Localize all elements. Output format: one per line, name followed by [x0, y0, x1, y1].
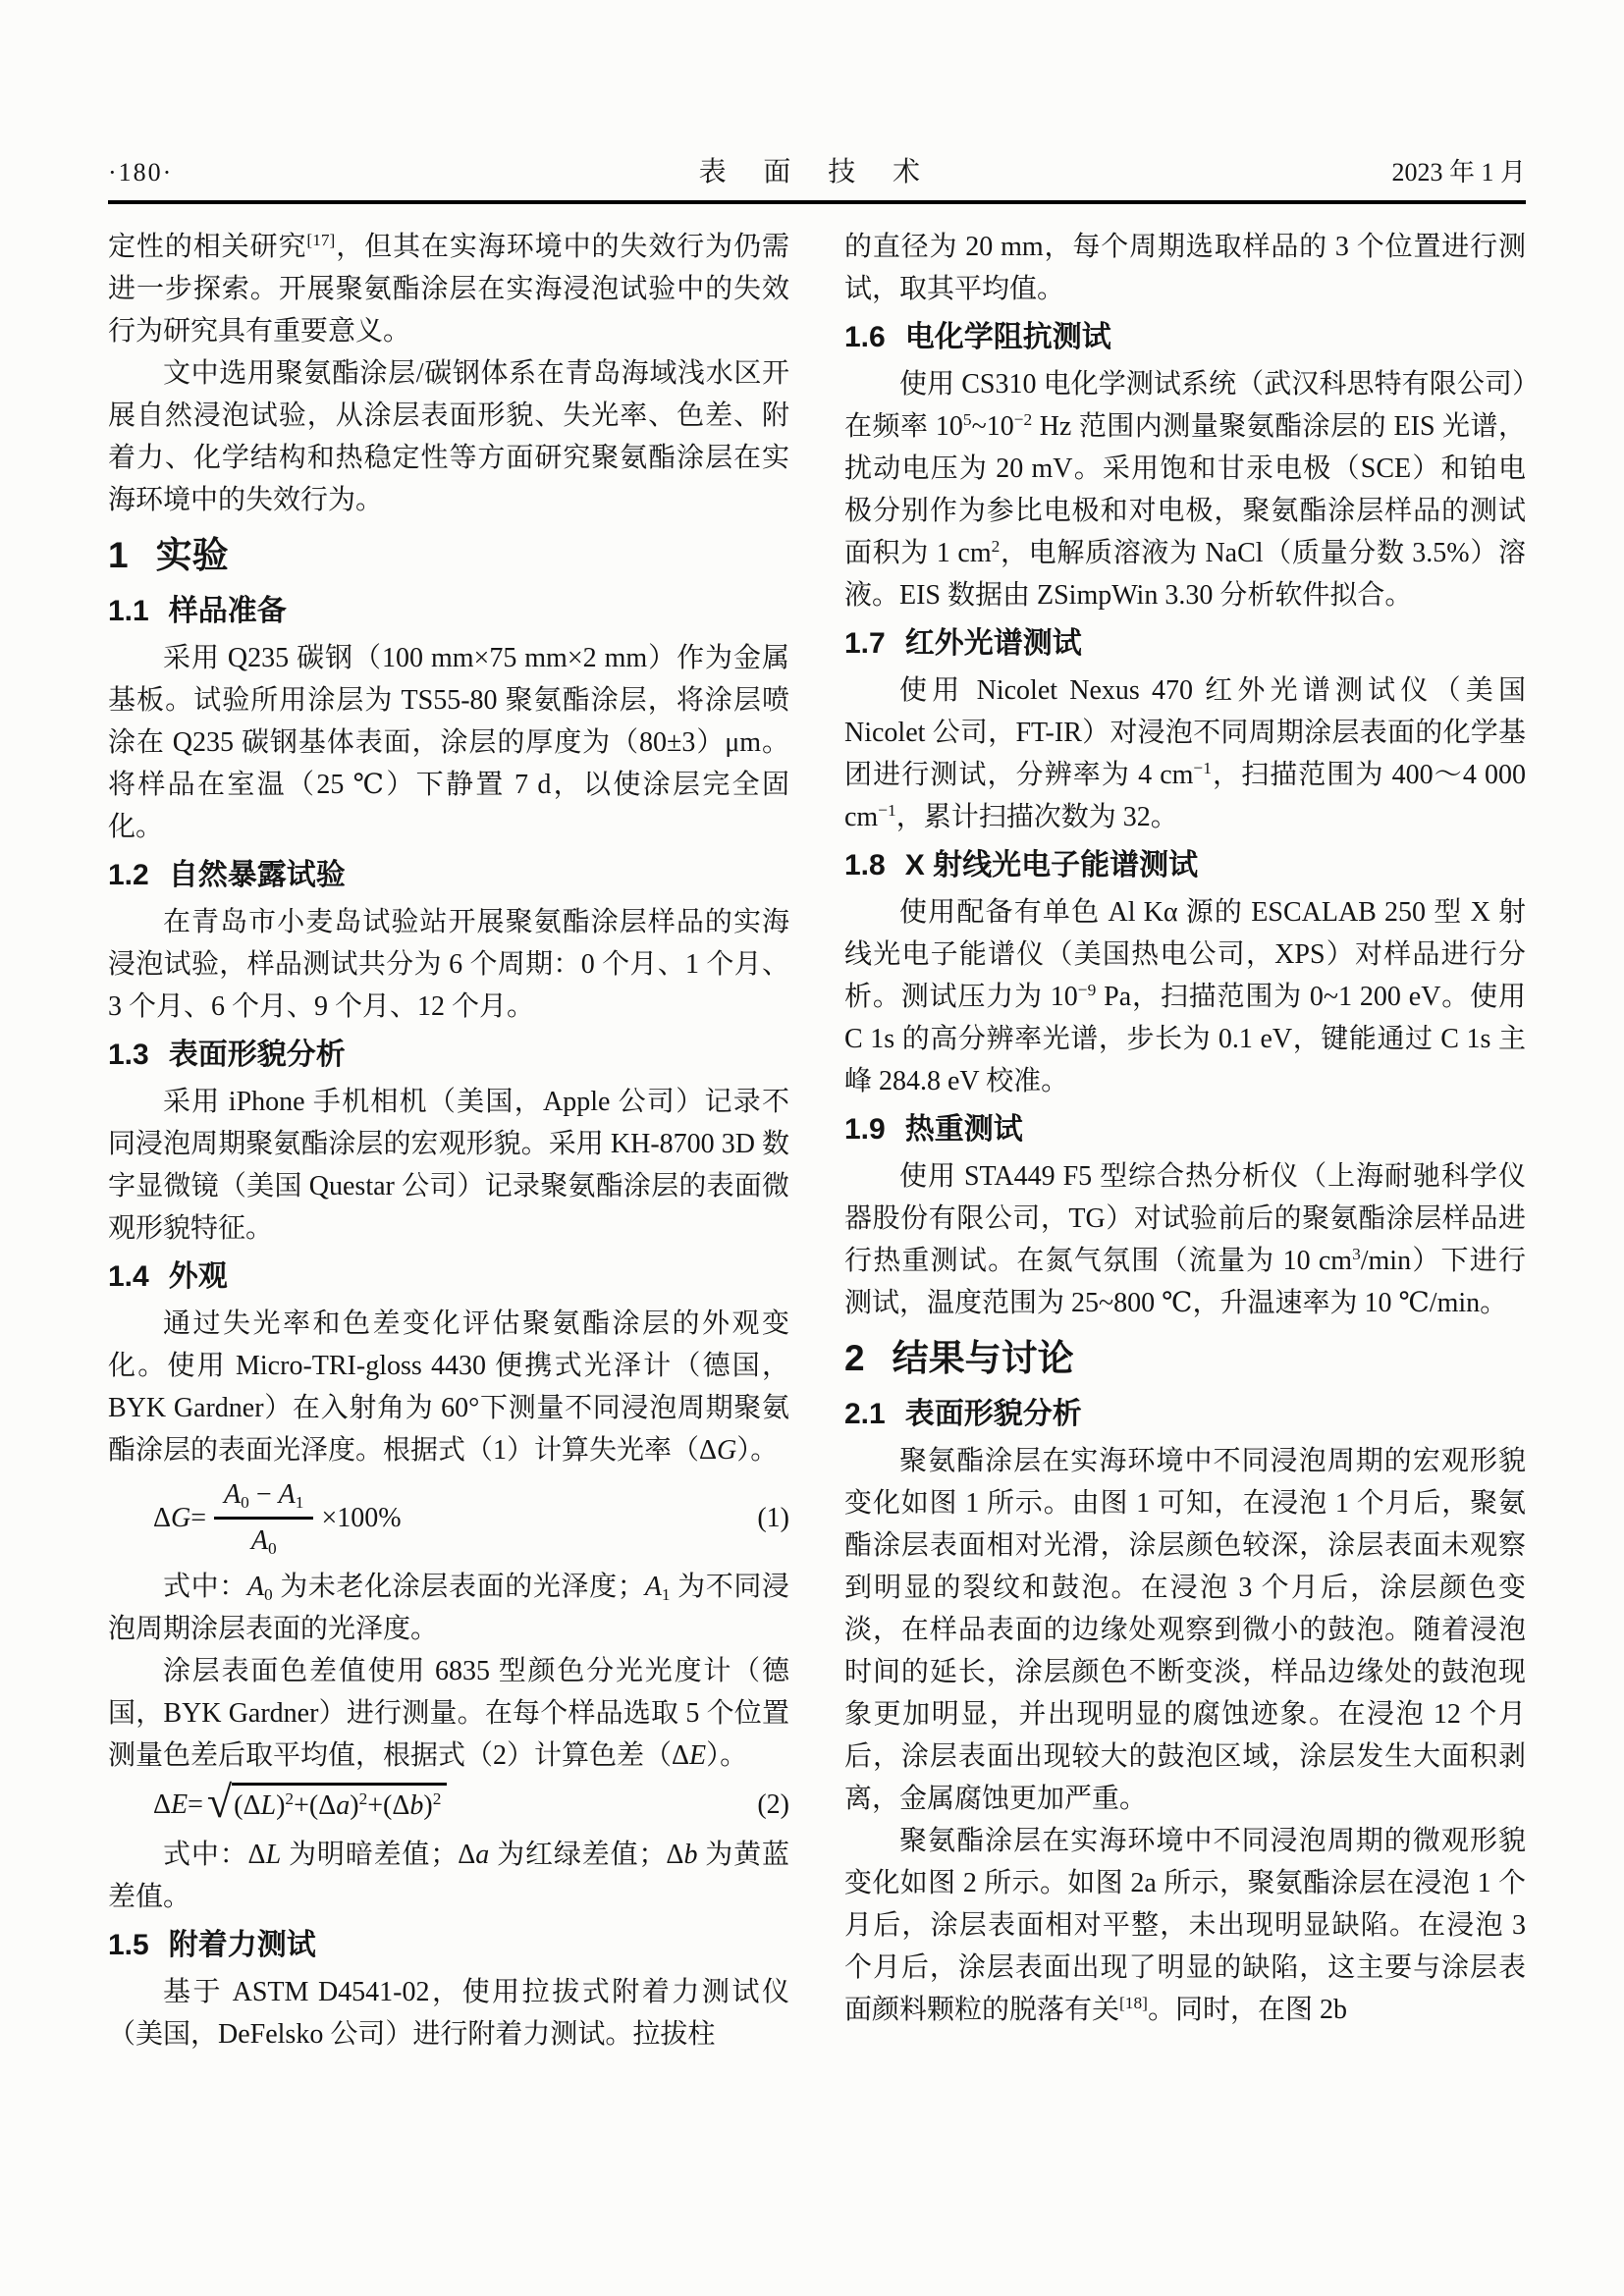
heading-title: X 射线光电子能谱测试 [904, 849, 1199, 881]
equation-body: Δ G = $\frac{A_0 - A_1}{A_0}$ ×100% [153, 1479, 402, 1559]
superscript: −1 [1193, 759, 1212, 778]
math-variable: A [250, 1525, 268, 1557]
heading-title: 表面形貌分析 [904, 1398, 1082, 1430]
heading-title: 电化学阻抗测试 [904, 321, 1111, 353]
heading-title: 红外光谱测试 [904, 627, 1082, 660]
math-variable: G [717, 1435, 737, 1466]
journal-title: 表 面 技 术 [698, 157, 936, 187]
page-header [108, 157, 1526, 188]
paragraph: 使用 Nicolet Nexus 470 红外光谱测试仪（美国 Nicolet 公司，FT-IR）对浸泡不同周期涂层表面的化学基团进行测试，分辨率为 4 $cm^{-1}$，扫描范围为 400～4 000 $cm^{-1}$，累计扫描次数为 32。 [844, 675, 1526, 832]
paragraph: 使用配备有单色 Al Kα 源的 ESCALAB 250 型 X 射线光电子能谱仪（美国热电公司，XPS）对样品进行分析。测试压力为 $10^{-9}$ Pa，扫描范围为 0~1 200 eV。使用 C 1s 的高分辨率光谱，步长为 0.1 eV，键能通过 C 1s 主峰 284.8 eV 校准。 [844, 897, 1526, 1096]
superscript: [17] [306, 231, 336, 250]
math-variable: a [336, 1789, 351, 1821]
paragraph: 基于 ASTM D4541-02，使用拉拔式附着力测试仪（美国，DeFelsko 公司）进行附着力测试。拉拔柱 [108, 1976, 789, 2050]
radical-sign: √ [206, 1776, 233, 1827]
superscript: 3 [1352, 1245, 1361, 1264]
heading-title: 外观 [168, 1260, 228, 1293]
subsection-heading-1.1 [108, 592, 789, 631]
subsection-heading-2.1 [844, 1395, 1526, 1434]
heading-number: 1.4 [108, 1260, 149, 1293]
heading-number: 1.3 [108, 1039, 149, 1071]
paragraph: 定性的相关研究[17]，但其在实海环境中的失效行为仍需进一步探索。开展聚氨酯涂层在实海浸泡试验中的失效行为研究具有重要意义。 [108, 231, 789, 347]
math-variable: a [475, 1839, 490, 1870]
heading-number: 1.1 [108, 595, 149, 627]
math-variable: L [265, 1839, 282, 1870]
heading-title: 实验 [155, 535, 229, 575]
subsection-heading-1.3 [108, 1036, 789, 1075]
math-variable: b [683, 1839, 698, 1870]
paragraph: 采用 Q235 碳钢（100 mm×75 mm×2 mm）作为金属基板。试验所用涂层为 TS55-80 聚氨酯涂层，将涂层喷涂在 Q235 碳钢基体表面，涂层的厚度为（80±3）μm。将样品在室温（25 ℃）下静置 7 d，以使涂层完全固化。 [108, 643, 789, 842]
fraction-denominator [214, 1520, 313, 1559]
paragraph: 通过失光率和色差变化评估聚氨酯涂层的外观变化。使用 Micro-TRI-gloss 4430 便携式光泽计（德国，BYK Gardner）在入射角为 60°下测量不同浸泡周期聚氨酯涂层的表面光泽度。根据式（1）计算失光率（ΔG）。 [108, 1308, 789, 1466]
paragraph: 采用 iPhone 手机相机（美国，Apple 公司）记录不同浸泡周期聚氨酯涂层的宏观形貌。采用 KH-8700 3D 数字显微镜（美国 Questar 公司）记录聚氨酯涂层的表面微观形貌特征。 [108, 1087, 789, 1244]
heading-number: 1.2 [108, 859, 149, 891]
subsection-heading-1.7 [844, 624, 1526, 664]
subscript: 0 [263, 1584, 273, 1604]
superscript: 2 [991, 537, 1001, 557]
superscript: [18] [1119, 1994, 1148, 2013]
subsection-heading-1.9 [844, 1110, 1526, 1149]
heading-title: 自然暴露试验 [168, 859, 346, 891]
radicand: $(\Delta L)^2+(\Delta a)^2+(\Delta b)^2$ [232, 1783, 447, 1824]
superscript: 5 [962, 410, 972, 430]
right-column [844, 226, 1526, 2056]
fraction [214, 1477, 313, 1560]
subsection-heading-1.6 [844, 318, 1526, 357]
math-variable: E [171, 1789, 189, 1820]
math-variable: A [246, 1571, 264, 1602]
equation-1 [108, 1477, 789, 1560]
paragraph: 的直径为 20 mm，每个周期选取样品的 3 个位置进行测试，取其平均值。 [844, 232, 1526, 304]
paragraph: 在青岛市小麦岛试验站开展聚氨酯涂层样品的实海浸泡试验，样品测试共分为 6 个周期：0 个月、1 个月、3 个月、6 个月、9 个月、12 个月。 [108, 907, 789, 1022]
issue-date: 2023 年 1 月 [1391, 158, 1526, 187]
math-variable: E [689, 1739, 707, 1771]
heading-title: 热重测试 [904, 1113, 1023, 1146]
subscript: 0 [241, 1492, 249, 1512]
subsection-heading-1.5 [108, 1926, 789, 1965]
subsection-heading-1.4 [108, 1257, 789, 1297]
heading-number: 1.6 [844, 321, 886, 353]
subsection-heading-1.8 [844, 846, 1526, 885]
paragraph: 文中选用聚氨酯涂层/碳钢体系在青岛海域浅水区开展自然浸泡试验，从涂层表面形貌、失光率、色差、附着力、化学结构和热稳定性等方面研究聚氨酯涂层在实海环境中的失效行为。 [108, 358, 789, 515]
equation-body: Δ E = √ $(\Delta L)^2+(\Delta a)^2+(\Delta b)^2$ [153, 1783, 447, 1828]
heading-number: 1.8 [844, 849, 886, 881]
paragraph: 聚氨酯涂层在实海环境中不同浸泡周期的宏观形貌变化如图 1 所示。由图 1 可知，在浸泡 1 个月后，聚氨酯涂层表面相对光滑，涂层颜色较深，涂层表面未观察到明显的裂纹和鼓泡。在浸泡 3 个月后，涂层颜色变淡，在样品表面的边缘处观察到微小的鼓泡。随着浸泡时间的延长，涂层颜色不断变淡，样品边缘处的鼓泡现象更加明显，并出现明显的腐蚀迹象。在浸泡 12 个月后，涂层表面出现较大的鼓泡区域，涂层发生大面积剥离，金属腐蚀更加严重。 [844, 1446, 1526, 1814]
superscript: −1 [878, 801, 896, 821]
math-variable: L [260, 1789, 277, 1821]
math-variable: b [409, 1789, 424, 1821]
paragraph: 使用 STA449 F5 型综合热分析仪（上海耐驰科学仪器股份有限公司，TG）对试验前后的聚氨酯涂层样品进行热重测试。在氮气氛围（流量为 10 $cm^3/\min$）下进行测试，温度范围为 25~800 ℃，升温速率为 10 ℃/min。 [844, 1161, 1526, 1318]
heading-title: 附着力测试 [168, 1928, 316, 1961]
equation-number: (2) [757, 1789, 789, 1820]
heading-title: 表面形貌分析 [168, 1039, 346, 1071]
paragraph: 式中：ΔL 为明暗差值；Δa 为红绿差值；Δb 为黄蓝差值。 [108, 1839, 789, 1912]
paragraph: 式中：$A_0$ 为未老化涂层表面的光泽度；$A_1$ 为不同浸泡周期涂层表面的光泽度。 [108, 1571, 789, 1644]
equation-number: (1) [757, 1502, 789, 1533]
heading-number: 2 [844, 1338, 865, 1378]
superscript: −2 [1013, 410, 1033, 430]
square-root [206, 1776, 447, 1828]
subsection-heading-1.2 [108, 856, 789, 895]
page-body [108, 226, 1526, 2056]
subscript: 1 [661, 1584, 671, 1604]
section-heading-1 [108, 531, 789, 580]
section-heading-2 [844, 1334, 1526, 1383]
paragraph: 涂层表面色差值使用 6835 型颜色分光光度计（德国，BYK Gardner）进行测量。在每个样品选取 5 个位置测量色差后取平均值，根据式（2）计算色差（ΔE）。 [108, 1655, 789, 1771]
heading-title: 样品准备 [168, 595, 287, 627]
superscript: 2 [285, 1789, 295, 1809]
superscript: 2 [358, 1789, 368, 1809]
subscript: 1 [295, 1492, 304, 1512]
subscript: 0 [267, 1539, 277, 1559]
paragraph: 聚氨酯涂层在实海环境中不同浸泡周期的微观形貌变化如图 2 所示。如图 2a 所示，聚氨酯涂层在浸泡 1 个月后，涂层表面相对平整，未出现明显缺陷。在浸泡 3 个月后，涂层表面出现了明显的缺陷，这主要与涂层表面颜料颗粒的脱落有关[18]。同时，在图 2b [844, 1826, 1526, 2025]
heading-number: 1.7 [844, 627, 886, 660]
equation-2 [108, 1776, 789, 1828]
paragraph: 使用 CS310 电化学测试系统（武汉科思特有限公司）在频率 $10^5\sim 10^{-2}$ Hz 范围内测量聚氨酯涂层的 EIS 光谱，扰动电压为 20 mV。采用饱和甘汞电极（SCE）和铂电极分别作为参比电极和对电极，聚氨酯涂层样品的测试面积为 1 $cm^2$，电解质溶液为 NaCl（质量分数 3.5%）溶液。EIS 数据由 ZSimpWin 3.30 分析软件拟合。 [844, 369, 1526, 611]
heading-number: 1 [108, 535, 129, 575]
math-variable: A [644, 1571, 662, 1602]
heading-title: 结果与讨论 [892, 1338, 1074, 1378]
left-column [108, 226, 789, 2056]
heading-number: 1.9 [844, 1113, 886, 1146]
heading-number: 1.5 [108, 1928, 149, 1961]
math-variable: A [224, 1479, 242, 1510]
superscript: 2 [432, 1789, 442, 1809]
superscript: −9 [1077, 981, 1097, 1000]
math-variable: A [278, 1479, 296, 1510]
math-variable: G [171, 1502, 191, 1533]
fraction-numerator: $A_0 - A_1$ [214, 1477, 313, 1520]
page-number: ·180· [108, 158, 174, 187]
heading-number: 2.1 [844, 1398, 886, 1430]
header-rule [108, 200, 1526, 204]
